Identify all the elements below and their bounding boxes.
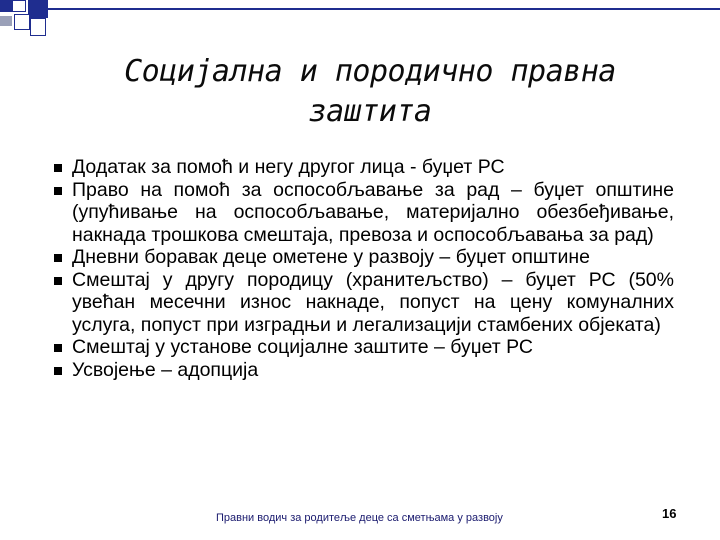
bullet-item <box>54 269 674 337</box>
bullet-item <box>54 359 674 382</box>
bullet-text: Дневни боравак деце ометене у развоју – буџет општине <box>72 246 590 268</box>
decorative-square <box>14 14 30 30</box>
bullet-text: Смештај у установе социјалне заштите – буџет РС <box>72 336 533 358</box>
bullet-item <box>54 246 674 269</box>
slide-title-line-1: Социјална и породично правна <box>124 54 616 89</box>
header-rule <box>48 8 720 10</box>
page-number: 16 <box>662 506 677 521</box>
bullet-text: Смештај у другу породицу (хранитељство) – буџет РС (50% увећан месечни износ накнаде, попуст на цену комуналних услуга, попуст при изградњи и легализацији стамбених објеката) <box>72 268 674 336</box>
slide-footer: Правни водич за родитеље деце са сметњама у развоју <box>216 512 503 524</box>
square-bullet-icon <box>54 187 62 195</box>
bullet-text: Усвојење – адопција <box>72 358 259 381</box>
square-bullet-icon <box>54 277 62 285</box>
bullet-text: Додатак за помоћ и негу другог лица - буџет РС <box>72 156 505 178</box>
slide-title <box>60 52 680 132</box>
bullet-text: Право на помоћ за оспособљавање за рад – буџет општине (упућивање на оспособљавање, материјално обезбеђивање, накнада трошкова смештаја, превоза и оспособљавања за рад) <box>72 178 674 246</box>
bullet-list <box>54 156 674 381</box>
square-bullet-icon <box>54 367 62 375</box>
square-bullet-icon <box>54 344 62 352</box>
square-bullet-icon <box>54 254 62 262</box>
bullet-item <box>54 156 674 179</box>
bullet-item <box>54 179 674 247</box>
square-bullet-icon <box>54 164 62 172</box>
decorative-square <box>28 0 48 18</box>
decorative-square <box>30 18 46 36</box>
decorative-square <box>0 16 12 26</box>
bullet-item <box>54 336 674 359</box>
decorative-square <box>0 0 12 12</box>
slide-title-line-2: заштита <box>308 94 432 129</box>
decorative-square <box>12 0 26 12</box>
